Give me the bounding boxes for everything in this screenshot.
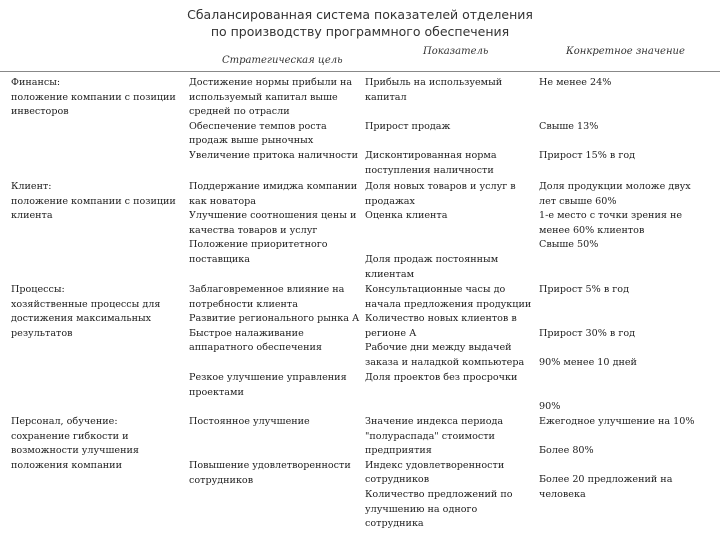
staff-perspective: Персонал, обучение: сохранение гибкости и возможности улучшения положения компании <box>11 416 139 471</box>
header-indicator: Показатель <box>423 46 489 57</box>
staff-value-suggestions: Более 20 предложений на человека <box>539 474 673 500</box>
title-line-1: Сбалансированная система показателей отделения <box>187 7 533 22</box>
title-line-2: по производству программного обеспечения <box>210 24 510 39</box>
process-goals: Заблаговременное влияние на потребности клиента Развитие регионального рынка А Быстрое налаживание аппаратного обеспечения <box>189 284 360 354</box>
finance-value-profit: Не менее 24% <box>539 77 612 88</box>
staff-value-improvement: Ежегодное улучшение на 10% <box>539 416 695 427</box>
finance-indicator-profit: Прибыль на используемый капитал <box>365 77 503 103</box>
header-divider <box>0 71 720 72</box>
client-values: Доля продукции моложе двух лет свыше 60% 1-е место с точки зрения не менее 60% клиентов Свыше 50% <box>539 181 691 251</box>
client-goals: Поддержание имиджа компании как новатора Улучшение соотношения цены и качества товаров и услуг Положение приоритетного поставщика <box>189 181 358 265</box>
finance-goals: Достижение нормы прибыли на используемый капитал выше средней по отрасли Обеспечение темпов роста продаж выше рыночных Увеличение притока наличности <box>189 77 359 161</box>
staff-goal-satisfaction: Повышение удовлетворенности сотрудников <box>189 460 351 486</box>
staff-goal-improvement: Постоянное улучшение <box>189 416 310 427</box>
header-specific-value: Конкретное значение <box>566 46 685 57</box>
finance-indicator-sales-growth: Прирост продаж <box>365 121 451 132</box>
finance-indicator-cash-flow: Дисконтированная норма поступления наличности <box>365 150 497 176</box>
finance-perspective: Финансы: положение компании с позиции инвесторов <box>11 77 176 118</box>
header-strategic-goal: Стратегическая цель <box>222 55 343 66</box>
client-indicators: Доля новых товаров и услуг в продажах Оценка клиента <box>365 181 516 222</box>
process-perspective: Процессы: хозяйственные процессы для достижения максимальных результатов <box>11 284 161 339</box>
process-value-consult: Прирост 5% в год <box>539 284 629 295</box>
finance-value-sales: Свыше 13% <box>539 121 599 132</box>
process-value-projects: 90% <box>539 401 561 412</box>
process-indicators: Консультационные часы до начала предложения продукции Количество новых клиентов в регионе А Рабочие дни между выдачей заказа и наладкой компьютера Доля проектов без просрочки <box>365 284 532 383</box>
client-perspective: Клиент: положение компании с позиции клиента <box>11 181 176 222</box>
process-goal-project-management: Резкое улучшение управления проектами <box>189 372 347 398</box>
staff-value-satisfaction: Более 80% <box>539 445 594 456</box>
staff-indicators: Значение индекса периода "полураспада" стоимости предприятия Индекс удовлетворенности сотрудников Количество предложений по улучшению на одного сотрудника <box>365 416 513 530</box>
process-value-days: 90% менее 10 дней <box>539 357 637 368</box>
finance-value-cash: Прирост 15% в год <box>539 150 636 161</box>
process-value-new-clients: Прирост 30% в год <box>539 328 636 339</box>
client-indicator-regular-share: Доля продаж постоянным клиентам <box>365 254 499 280</box>
document-title <box>0 6 720 40</box>
